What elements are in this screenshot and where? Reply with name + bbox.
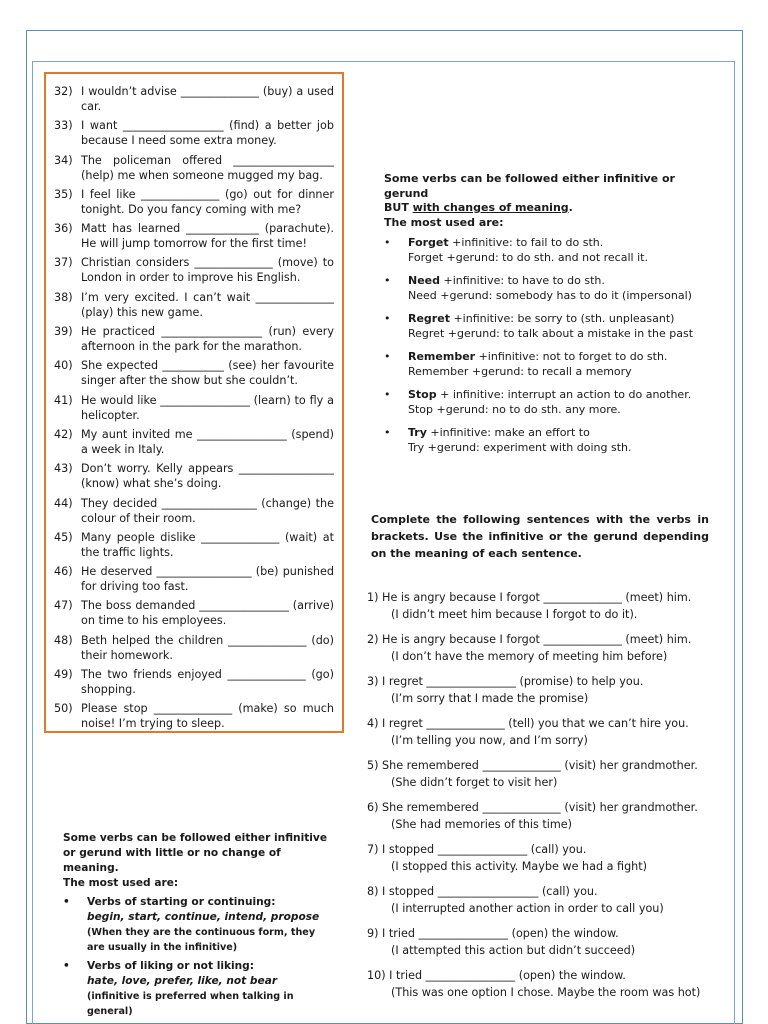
sentence-item bbox=[367, 967, 712, 1001]
sentence-hint: (I don’t have the memory of meeting him before) bbox=[391, 650, 668, 663]
exercise-text: He practiced __________________ (run) every afternoon in the park for the marathon. bbox=[81, 325, 334, 354]
sentence-text: 9) I tried ________________ (open) the window. bbox=[367, 927, 619, 940]
verb-infinitive-rule: +infinitive: be sorry to (sth. unpleasant) bbox=[449, 312, 675, 325]
exercise-text: The boss demanded ________________ (arrive) on time to his employees. bbox=[81, 599, 334, 628]
verb-rule-line bbox=[408, 236, 704, 251]
heading-line: or gerund with little or no change of meaning. bbox=[63, 847, 281, 874]
verb-group-note: (infinitive is preferred when talking in general) bbox=[87, 991, 294, 1017]
sentence-item bbox=[367, 715, 712, 749]
exercise-item bbox=[54, 358, 334, 388]
sentence-item bbox=[367, 841, 712, 875]
exercise-text: He deserved _________________ (be) punished for driving too fast. bbox=[81, 565, 334, 594]
exercise-number: 37) bbox=[54, 256, 73, 270]
sentence-list bbox=[367, 589, 712, 1009]
exercise-item bbox=[54, 393, 334, 423]
exercise-text: Many people dislike ______________ (wait) at the traffic lights. bbox=[81, 530, 334, 559]
verb-rule-line bbox=[408, 350, 704, 365]
verb-group-title: Verbs of starting or continuing: bbox=[87, 896, 276, 908]
little-change-item bbox=[63, 895, 333, 955]
verb-group-title: Verbs of liking or not liking: bbox=[87, 960, 254, 972]
heading-but: BUT bbox=[384, 201, 413, 214]
exercise-number: 47) bbox=[54, 599, 73, 613]
sentence-hint: (She had memories of this time) bbox=[391, 818, 573, 831]
verb-name: Regret bbox=[408, 312, 450, 325]
meaning-change-heading bbox=[384, 172, 704, 230]
bullet-icon: • bbox=[384, 426, 391, 439]
verb-gerund-rule: Remember +gerund: to recall a memory bbox=[408, 364, 632, 378]
exercise-item bbox=[54, 564, 334, 594]
sentence-item bbox=[367, 925, 712, 959]
sentence-text: 1) He is angry because I forgot ______________ (meet) him. bbox=[367, 591, 692, 604]
exercise-box bbox=[44, 72, 344, 733]
sentence-item bbox=[367, 799, 712, 833]
exercise-item bbox=[54, 187, 334, 217]
sentence-item bbox=[367, 631, 712, 665]
exercise-number: 33) bbox=[54, 119, 73, 133]
exercise-number: 48) bbox=[54, 633, 73, 647]
exercise-item bbox=[54, 598, 334, 628]
meaning-change-item bbox=[384, 274, 704, 303]
exercise-text: Christian considers ______________ (move) to London in order to improve his English. bbox=[81, 256, 334, 285]
exercise-number: 44) bbox=[54, 496, 73, 510]
sentence-text: 6) She remembered ______________ (visit) her grandmother. bbox=[367, 801, 698, 814]
sentence-text: 2) He is angry because I forgot ______________ (meet) him. bbox=[367, 633, 692, 646]
verb-rule-line bbox=[408, 388, 704, 403]
bullet-icon: • bbox=[63, 960, 70, 972]
exercise-item bbox=[54, 530, 334, 560]
verb-infinitive-rule: +infinitive: to fail to do sth. bbox=[448, 236, 604, 249]
sentence-item bbox=[367, 589, 712, 623]
sentence-text: 3) I regret ________________ (promise) to help you. bbox=[367, 675, 644, 688]
exercise-text: They decided _________________ (change) the colour of their room. bbox=[81, 496, 334, 525]
bullet-icon: • bbox=[384, 236, 391, 249]
meaning-change-item bbox=[384, 426, 704, 455]
verb-rule-line bbox=[408, 312, 704, 327]
meaning-change-section bbox=[384, 172, 704, 464]
sentence-text: 8) I stopped __________________ (call) you. bbox=[367, 885, 598, 898]
verb-infinitive-rule: +infinitive: not to forget to do sth. bbox=[475, 350, 668, 363]
exercise-item bbox=[54, 427, 334, 457]
exercise-text: Matt has learned _____________ (parachute). He will jump tomorrow for the first time! bbox=[81, 222, 334, 251]
sentence-hint: (I’m telling you now, and I’m sorry) bbox=[391, 734, 588, 747]
heading-line bbox=[384, 201, 704, 216]
verb-rule-line bbox=[408, 426, 704, 441]
exercise-text: The two friends enjoyed ______________ (go) shopping. bbox=[81, 668, 334, 697]
little-change-section bbox=[63, 831, 333, 1023]
verb-name: Remember bbox=[408, 350, 476, 363]
sentence-text: 10) I tried ________________ (open) the window. bbox=[367, 969, 626, 982]
meaning-change-list bbox=[384, 236, 704, 455]
heading-line: Some verbs can be followed either infinitive bbox=[63, 832, 328, 844]
verb-group-examples: begin, start, continue, intend, propose bbox=[87, 911, 320, 923]
meaning-change-item bbox=[384, 388, 704, 417]
verb-gerund-rule: Forget +gerund: to do sth. and not recall it. bbox=[408, 250, 648, 264]
sentence-hint: (I interrupted another action in order to call you) bbox=[391, 902, 664, 915]
exercise-text: The policeman offered __________________ (help) me when someone mugged my bag. bbox=[81, 153, 334, 182]
sentence-item bbox=[367, 673, 712, 707]
exercise-number: 46) bbox=[54, 565, 73, 579]
exercise-number: 42) bbox=[54, 427, 73, 441]
verb-group-note: (When they are the continuous form, they are usually in the infinitive) bbox=[87, 927, 316, 953]
exercise-item bbox=[54, 496, 334, 526]
little-change-list bbox=[63, 895, 333, 1019]
exercise-instructions: Complete the following sentences with the verbs in brackets. Use the infinitive or the gerund depending on the meaning of each sentence. bbox=[371, 513, 709, 560]
sentence-hint: (This was one option I chose. Maybe the room was hot) bbox=[391, 986, 701, 999]
sentence-item bbox=[367, 757, 712, 791]
exercise-item bbox=[54, 667, 334, 697]
verb-infinitive-rule: + infinitive: interrupt an action to do another. bbox=[436, 388, 692, 401]
sentence-text: 7) I stopped ________________ (call) you. bbox=[367, 843, 587, 856]
exercise-number: 39) bbox=[54, 325, 73, 339]
exercise-item bbox=[54, 290, 334, 320]
exercise-item bbox=[54, 153, 334, 183]
bullet-icon: • bbox=[384, 274, 391, 287]
verb-name: Need bbox=[408, 274, 441, 287]
exercise-item bbox=[54, 633, 334, 663]
exercise-item bbox=[54, 84, 334, 114]
verb-infinitive-rule: +infinitive: to have to do sth. bbox=[440, 274, 605, 287]
meaning-change-item bbox=[384, 350, 704, 379]
exercise-number: 43) bbox=[54, 462, 73, 476]
exercise-text: My aunt invited me ________________ (spend) a week in Italy. bbox=[81, 427, 334, 456]
exercise-text: I want __________________ (find) a better job because I need some extra money. bbox=[81, 119, 334, 148]
verb-gerund-rule: Try +gerund: experiment with doing sth. bbox=[408, 440, 632, 454]
exercise-item bbox=[54, 461, 334, 491]
sentence-text: 5) She remembered ______________ (visit) her grandmother. bbox=[367, 759, 698, 772]
exercise-item bbox=[54, 701, 334, 731]
exercise-number: 41) bbox=[54, 393, 73, 407]
sentence-hint: (I’m sorry that I made the promise) bbox=[391, 692, 589, 705]
exercise-number: 32) bbox=[54, 85, 73, 98]
exercise-number: 50) bbox=[54, 702, 73, 716]
exercise-number: 40) bbox=[54, 359, 73, 373]
exercise-text: I feel like ______________ (go) out for dinner tonight. Do you fancy coming with me? bbox=[81, 187, 334, 216]
verb-rule-line bbox=[408, 274, 704, 289]
bullet-icon: • bbox=[63, 896, 70, 908]
exercise-number: 45) bbox=[54, 530, 73, 544]
exercise-text: Beth helped the children ______________ (do) their homework. bbox=[81, 633, 334, 662]
exercise-text: I wouldn’t advise ______________ (buy) a used car. bbox=[81, 85, 334, 113]
sentence-hint: (I attempted this action but didn’t succeed) bbox=[391, 944, 636, 957]
exercise-number: 34) bbox=[54, 153, 73, 167]
exercise-item bbox=[54, 221, 334, 251]
sentence-hint: (I didn’t meet him because I forgot to do it). bbox=[391, 608, 638, 621]
exercise-text: Please stop ______________ (make) so much noise! I’m trying to sleep. bbox=[81, 702, 334, 731]
exercise-number: 38) bbox=[54, 290, 73, 304]
little-change-item bbox=[63, 959, 333, 1019]
exercise-item bbox=[54, 324, 334, 354]
meaning-change-item bbox=[384, 236, 704, 265]
bullet-icon: • bbox=[384, 350, 391, 363]
exercise-item bbox=[54, 118, 334, 148]
exercise-text: I’m very excited. I can’t wait ______________ (play) this new game. bbox=[81, 290, 334, 319]
verb-gerund-rule: Stop +gerund: no to do sth. any more. bbox=[408, 402, 621, 416]
exercise-text: She expected ___________ (see) her favourite singer after the show but she couldn’t. bbox=[81, 359, 334, 388]
sentence-item bbox=[367, 883, 712, 917]
sentence-hint: (I stopped this activity. Maybe we had a fight) bbox=[391, 860, 648, 873]
sentence-hint: (She didn’t forget to visit her) bbox=[391, 776, 558, 789]
heading-underlined: with changes of meaning bbox=[412, 201, 569, 214]
exercise-text: He would like ________________ (learn) to fly a helicopter. bbox=[81, 393, 334, 422]
verb-group-examples: hate, love, prefer, like, not bear bbox=[87, 975, 278, 987]
heading-line: The most used are: bbox=[384, 215, 504, 229]
bullet-icon: • bbox=[384, 388, 391, 401]
exercise-item bbox=[54, 255, 334, 285]
verb-name: Forget bbox=[408, 236, 449, 249]
heading-period: . bbox=[568, 201, 573, 214]
verb-name: Stop bbox=[408, 388, 437, 401]
exercise-number: 49) bbox=[54, 668, 73, 682]
verb-infinitive-rule: +infinitive: make an effort to bbox=[426, 426, 590, 439]
exercise-number: 35) bbox=[54, 187, 73, 201]
exercise-number: 36) bbox=[54, 222, 73, 236]
verb-gerund-rule: Regret +gerund: to talk about a mistake in the past bbox=[408, 326, 694, 340]
exercise-text: Don’t worry. Kelly appears _________________ (know) what she’s doing. bbox=[81, 462, 334, 491]
verb-name: Try bbox=[408, 426, 427, 439]
heading-line: The most used are: bbox=[63, 877, 179, 889]
heading-line: Some verbs can be followed either infinitive or gerund bbox=[384, 172, 675, 200]
sentence-text: 4) I regret ______________ (tell) you that we can’t hire you. bbox=[367, 717, 689, 730]
bullet-icon: • bbox=[384, 312, 391, 325]
verb-gerund-rule: Need +gerund: somebody has to do it (impersonal) bbox=[408, 288, 692, 302]
meaning-change-item bbox=[384, 312, 704, 341]
